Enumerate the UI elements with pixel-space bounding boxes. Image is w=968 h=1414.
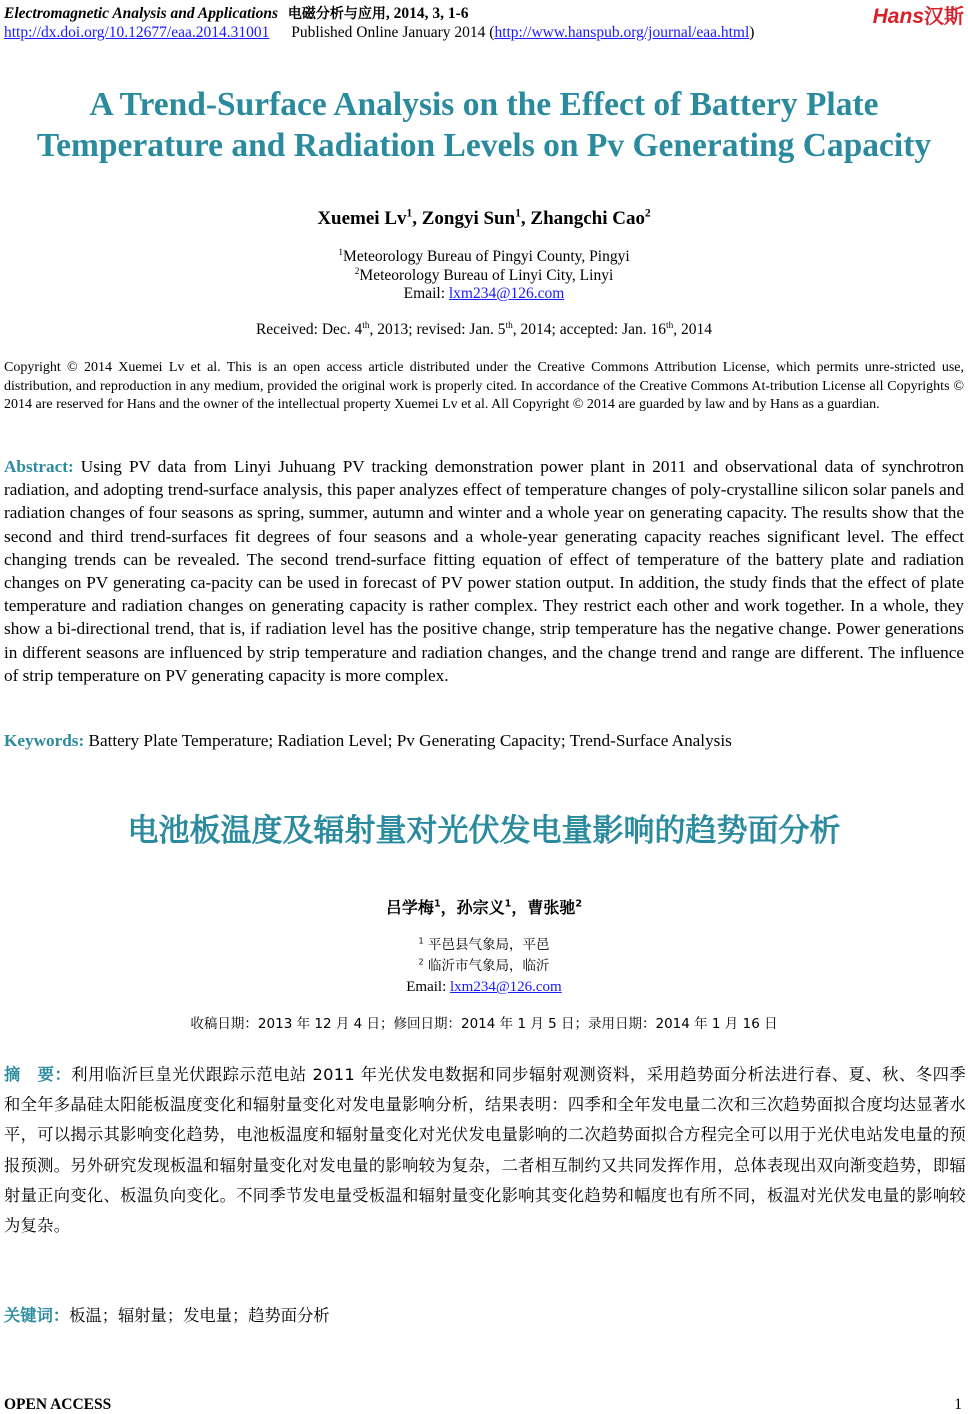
email-label: Email:	[406, 979, 450, 995]
affiliation	[0, 956, 968, 977]
abstract-label: Abstract:	[4, 457, 74, 476]
keywords-label: 关键词：	[4, 1306, 70, 1325]
author-name: Zongyi Sun	[421, 208, 516, 229]
keywords-text: 板温；辐射量；发电量；趋势面分析	[69, 1306, 330, 1325]
title-line-1: A Trend-Surface Analysis on the Effect of Battery Plate	[89, 86, 879, 123]
author-sup: 2	[644, 207, 651, 220]
author-name: Zhangchi Cao	[530, 208, 645, 229]
journal-name-cn: 电磁分析与应用	[287, 6, 386, 22]
author-sup: 1	[433, 898, 441, 910]
abstract-label: 摘 要：	[4, 1065, 72, 1084]
author-sup: 1	[504, 898, 512, 910]
authors-en	[0, 208, 968, 230]
author-sup: 2	[575, 898, 583, 910]
journal-header	[4, 3, 469, 23]
author-name: 吕学梅	[385, 898, 434, 917]
hans-logo	[873, 0, 964, 29]
abstract-text: Using PV data from Linyi Juhuang PV tracking demonstration power plant in 2011 and observational data of synchrotron radiation, and adopting trend-surface analysis, this paper analyzes effect of temperature changes of poly-crystalline silicon solar panels and radiation changes of four seasons as spring, summer, autumn and winter and a whole year on generating capacity. The results show that the second and third trend-surfaces fit degrees of four seasons and a whole-year generating capacity reaches significant level. The effect changing trends can be revealed. The second trend-surface fitting equation of effect of temperature of the battery plate and radiation changes on PV generating ca-pacity can be used in forecast of PV power station output. In addition, the study finds that the effect of plate temperature and radiation changes on generating capacity is rather complex. They restrict each other and work together. In a whole, they show a bi-directional trend, that is, if radiation level has the positive change, strip temperature has the negative change. Power generations in different seasons are influenced by strip temperature and radiation changes, and the change trend and range are different. The influence of strip temperature on PV generating capacity is more complex.	[4, 457, 965, 685]
keywords-cn	[4, 1302, 330, 1326]
email-link[interactable]: lxm234@126.com	[448, 285, 565, 302]
keywords-text: Battery Plate Temperature; Radiation Level; Pv Generating Capacity; Trend-Surface Analysis	[88, 731, 732, 750]
email-link[interactable]: lxm234@126.com	[450, 979, 562, 995]
author-sup: 1	[515, 207, 521, 220]
journal-name: Electromagnetic Analysis and Applications	[4, 5, 278, 22]
author-name: Xuemei Lv	[317, 208, 407, 229]
accepted-date: , 2014; accepted: Jan. 16	[512, 321, 667, 338]
affiliation	[0, 248, 968, 267]
email-line	[0, 285, 968, 304]
paper-title-cn: 电池板温度及辐射量对光伏发电量影响的趋势面分析	[127, 813, 841, 849]
authors-cn	[0, 895, 968, 918]
date-sup: th	[505, 320, 513, 331]
dates-cn: 收稿日期：2013 年 12 月 4 日；修回日期：2014 年 1 月 5 日；录用日期：2014 年 1 月 16 日	[190, 1016, 778, 1032]
keywords-label: Keywords:	[4, 731, 85, 750]
affiliation-text: Meteorology Bureau of Linyi City, Linyi	[359, 266, 614, 284]
doi-link[interactable]: http://dx.doi.org/10.12677/eaa.2014.31001	[4, 24, 270, 41]
affiliations-cn	[0, 935, 968, 998]
date-sup: th	[666, 320, 674, 331]
journal-link[interactable]: http://www.hanspub.org/journal/eaa.html	[494, 24, 750, 41]
author-sep: ，	[511, 898, 528, 917]
copyright-notice: Copyright © 2014 Xuemei Lv et al. This is an open access article distributed under the Creative Commons Attribution License, which permits unre-stricted use, distribution, and reproduction in any medium, provided the original work is properly cited. In accordance of the Creative Commons At-tribution License all Copyrights © 2014 are reserved for Hans and the owner of the intellectual property Xuemei Lv et al. All Copyright © 2014 are guarded by law and by Hans as a guardian.	[4, 360, 964, 413]
page-number: 1	[954, 1396, 962, 1413]
affiliation	[0, 267, 968, 286]
title-line-2: Temperature and Radiation Levels on Pv Generating Capacity	[36, 127, 932, 164]
dates-en	[0, 321, 968, 340]
abstract-cn	[4, 1060, 966, 1241]
revised-date: , 2013; revised: Jan. 5	[369, 321, 506, 338]
author-name: 孙宗义	[456, 898, 505, 917]
author-name: 曹张驰	[527, 898, 576, 917]
author-sep: ,	[412, 208, 422, 229]
published-suffix: )	[749, 24, 755, 41]
affiliation-sup: 2	[418, 956, 424, 967]
abstract-en	[4, 455, 964, 687]
publication-line	[4, 24, 754, 42]
affiliation-text: Meteorology Bureau of Pingyi County, Pingyi	[343, 248, 630, 265]
logo-cn: 汉斯	[924, 4, 964, 28]
affiliation-sup: 1	[338, 247, 344, 258]
author-sep: ,	[520, 208, 531, 229]
abstract-text: 利用临沂巨皇光伏跟踪示范电站 2011 年光伏发电数据和同步辐射观测资料，采用趋势面分析法进行春、夏、秋、冬四季和全年多晶硅太阳能板温度变化和辐射量变化对发电量影响分析，结果表明：四季和全年发电量二次和三次趋势面拟合度均达显著水平，可以揭示其影响变化趋势，电池板温度和辐射量变化对光伏发电量影响的二次趋势面拟合方程完全可以用于光伏电站发电量的预报预测。另外研究发现板温和辐射量变化对发电量的影响较为复杂，二者相互制约又共同发挥作用，总体表现出双向渐变趋势，即辐射量正向变化、板温负向变化。不同季节发电量受板温和辐射量变化影响其变化趋势和幅度也有所不同，板温对光伏发电量的影响较为复杂。	[4, 1065, 967, 1236]
author-sup: 1	[406, 207, 413, 220]
affiliation-text: 临沂市气象局，临沂	[427, 958, 550, 974]
author-sep: ，	[440, 898, 457, 917]
logo-latin: Hans	[872, 5, 924, 28]
date-tail: , 2014	[673, 321, 713, 338]
paper-title-en	[0, 84, 968, 166]
keywords-en	[4, 731, 732, 751]
affiliation-text: 平邑县气象局，平邑	[427, 937, 550, 953]
affiliations-en	[0, 248, 968, 304]
journal-volume: , 2014, 3, 1-6	[385, 5, 469, 22]
affiliation	[0, 935, 968, 956]
date-sup: th	[362, 320, 370, 331]
email-line	[0, 977, 968, 998]
received-date: Received: Dec. 4	[255, 321, 363, 338]
email-label: Email:	[403, 285, 449, 302]
affiliation-sup: 1	[418, 935, 424, 946]
published-prefix: Published Online January 2014 (	[291, 24, 495, 41]
open-access-label: OPEN ACCESS	[4, 1396, 112, 1413]
affiliation-sup: 2	[354, 266, 360, 277]
